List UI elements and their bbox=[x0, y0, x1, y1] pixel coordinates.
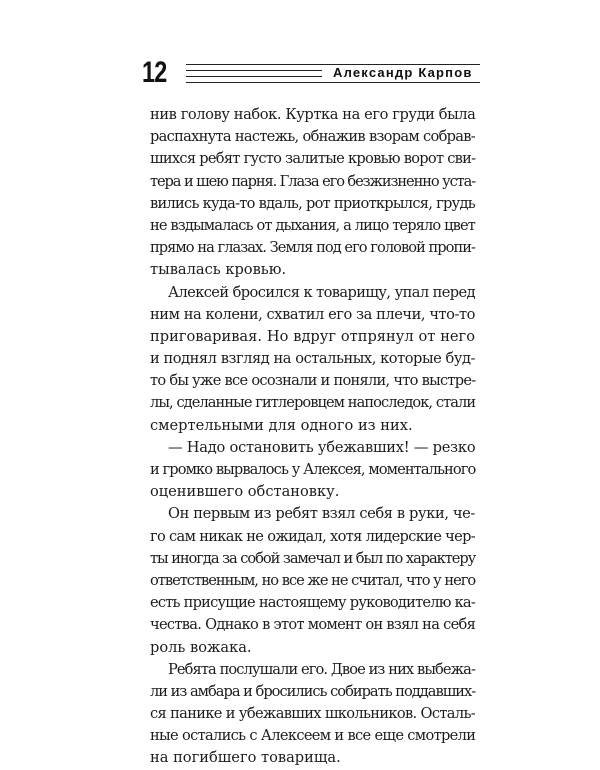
text-line: ответственным, но все же не считал, что у него bbox=[150, 571, 476, 589]
page-number: 12 bbox=[142, 56, 167, 89]
text-line: вились куда-то вдаль, рот приоткрылся, грудь bbox=[150, 194, 475, 212]
text-line: шихся ребят густо залитые кровью ворот сви- bbox=[150, 150, 476, 168]
text-body bbox=[150, 104, 475, 770]
text-line: на погибшего товарища. bbox=[150, 749, 341, 767]
text-line: чества. Однако в этот момент он взял на себя bbox=[150, 616, 476, 634]
text-line: прямо на глазах. Земля под его головой пропи- bbox=[150, 239, 476, 257]
text-line: есть присущие настоящему руководителю ка- bbox=[150, 594, 475, 612]
paragraph bbox=[150, 282, 475, 437]
text-line: Ребята послушали его. Двое из них выбежа- bbox=[168, 660, 475, 678]
text-line: тера и шею парня. Глаза его безжизненно уста- bbox=[150, 172, 476, 190]
text-line: ли из амбара и бросились собирать поддавших- bbox=[150, 682, 476, 700]
text-line: то бы уже все осознали и поняли, что выстре- bbox=[150, 372, 476, 390]
text-line: тывалась кровью. bbox=[150, 261, 287, 279]
text-line: лы, сделанные гитлеровцем напоследок, стали bbox=[150, 394, 476, 412]
text-line: ним на колени, схватил его за плечи, что-то bbox=[150, 305, 475, 323]
text-line: ты иногда за собой замечал и был по характеру bbox=[150, 549, 476, 567]
text-line: Алексей бросился к товарищу, упал перед bbox=[168, 283, 475, 301]
text-line: и поднял взгляд на остальных, которые буд- bbox=[150, 350, 475, 368]
text-line: Он первым из ребят взял себя в руки, че- bbox=[168, 505, 475, 523]
text-line: ные остались с Алексеем и все еще смотрели bbox=[150, 727, 476, 745]
paragraph bbox=[150, 659, 475, 770]
paragraph bbox=[150, 437, 475, 504]
text-line: роль вожака. bbox=[150, 638, 252, 656]
running-header bbox=[142, 58, 480, 98]
text-line: приговаривая. Но вдруг отпрянул от него bbox=[150, 327, 475, 345]
text-line: оценившего обстановку. bbox=[150, 483, 340, 501]
text-line: нив голову набок. Куртка на его груди была bbox=[150, 106, 476, 123]
text-line: и громко вырвалось у Алексея, моментального bbox=[150, 461, 476, 478]
text-line: — Надо остановить убежавших! — резко bbox=[168, 438, 476, 456]
paragraph bbox=[150, 503, 475, 658]
running-title: Александр Карпов bbox=[329, 66, 473, 80]
header-rule bbox=[186, 70, 322, 71]
text-line: ся панике и убежавших школьников. Осталь- bbox=[150, 705, 475, 723]
header-rule bbox=[186, 76, 322, 77]
header-rule bbox=[186, 82, 480, 83]
text-line: смертельными для одного из них. bbox=[150, 416, 413, 434]
text-line: го сам никак не ожидал, хотя лидерские чер- bbox=[150, 527, 475, 545]
paragraph bbox=[150, 104, 475, 282]
text-line: распахнута настежь, обнажив взорам собрав- bbox=[150, 128, 475, 146]
text-line: не вздымалась от дыхания, а лицо теряло цвет bbox=[150, 216, 475, 234]
